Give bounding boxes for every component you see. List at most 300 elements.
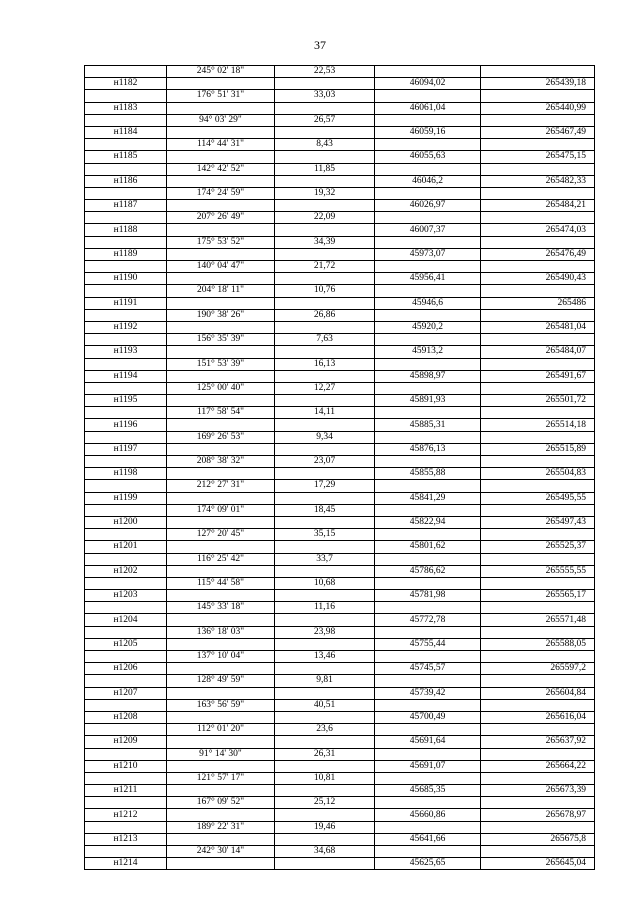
- empty-cell: [481, 407, 595, 419]
- point-name-cell: н1199: [85, 492, 167, 504]
- y-coordinate-cell: 265484,07: [481, 346, 595, 358]
- empty-cell: [375, 163, 481, 175]
- empty-cell: [275, 395, 375, 407]
- direction-angle-cell: 204° 18' 11": [167, 285, 275, 297]
- direction-angle-cell: 142° 42' 52": [167, 163, 275, 175]
- x-coordinate-cell: 45700,49: [375, 711, 481, 723]
- point-row: [85, 565, 595, 577]
- point-name-cell: н1185: [85, 151, 167, 163]
- distance-cell: 26,86: [275, 309, 375, 321]
- x-coordinate-cell: 45660,86: [375, 809, 481, 821]
- direction-angle-cell: 117° 58' 54": [167, 407, 275, 419]
- distance-cell: 23,98: [275, 626, 375, 638]
- direction-angle-cell: 116° 25' 42": [167, 553, 275, 565]
- measurement-row: [85, 139, 595, 151]
- empty-cell: [275, 224, 375, 236]
- y-coordinate-cell: 265616,04: [481, 711, 595, 723]
- x-coordinate-cell: 45973,07: [375, 248, 481, 260]
- direction-angle-cell: 207° 26' 49": [167, 212, 275, 224]
- point-name-cell: н1188: [85, 224, 167, 236]
- empty-cell: [275, 468, 375, 480]
- point-row: [85, 151, 595, 163]
- direction-angle-cell: 121° 57' 17": [167, 772, 275, 784]
- empty-cell: [481, 675, 595, 687]
- empty-cell: [275, 760, 375, 772]
- empty-cell: [481, 334, 595, 346]
- empty-cell: [275, 711, 375, 723]
- empty-cell: [85, 797, 167, 809]
- point-row: [85, 224, 595, 236]
- y-coordinate-cell: 265514,18: [481, 419, 595, 431]
- empty-cell: [375, 846, 481, 858]
- y-coordinate-cell: 265571,48: [481, 614, 595, 626]
- point-name-cell: н1195: [85, 395, 167, 407]
- empty-cell: [375, 309, 481, 321]
- point-name-cell: н1196: [85, 419, 167, 431]
- measurement-row: [85, 285, 595, 297]
- direction-angle-cell: 174° 09' 01": [167, 504, 275, 516]
- point-row: [85, 663, 595, 675]
- x-coordinate-cell: 46026,97: [375, 200, 481, 212]
- empty-cell: [481, 163, 595, 175]
- direction-angle-cell: 115° 44' 58": [167, 577, 275, 589]
- distance-cell: 40,51: [275, 699, 375, 711]
- distance-cell: 16,13: [275, 358, 375, 370]
- empty-cell: [167, 565, 275, 577]
- empty-cell: [275, 248, 375, 260]
- y-coordinate-cell: 265475,15: [481, 151, 595, 163]
- distance-cell: 35,15: [275, 529, 375, 541]
- x-coordinate-cell: 45801,62: [375, 541, 481, 553]
- direction-angle-cell: 163° 56' 59": [167, 699, 275, 711]
- empty-cell: [275, 614, 375, 626]
- empty-cell: [481, 212, 595, 224]
- distance-cell: 33,7: [275, 553, 375, 565]
- y-coordinate-cell: 265495,55: [481, 492, 595, 504]
- empty-cell: [275, 370, 375, 382]
- empty-cell: [167, 224, 275, 236]
- direction-angle-cell: 174° 24' 59": [167, 187, 275, 199]
- point-name-cell: н1184: [85, 126, 167, 138]
- x-coordinate-cell: 45691,64: [375, 736, 481, 748]
- empty-cell: [375, 456, 481, 468]
- empty-cell: [375, 139, 481, 151]
- empty-cell: [167, 809, 275, 821]
- empty-cell: [481, 846, 595, 858]
- measurement-row: [85, 114, 595, 126]
- empty-cell: [375, 602, 481, 614]
- empty-cell: [275, 102, 375, 114]
- empty-cell: [375, 529, 481, 541]
- x-coordinate-cell: 45691,07: [375, 760, 481, 772]
- empty-cell: [375, 797, 481, 809]
- distance-cell: 10,81: [275, 772, 375, 784]
- distance-cell: 10,76: [275, 285, 375, 297]
- empty-cell: [481, 626, 595, 638]
- empty-cell: [481, 651, 595, 663]
- empty-cell: [481, 382, 595, 394]
- empty-cell: [275, 443, 375, 455]
- empty-cell: [167, 590, 275, 602]
- x-coordinate-cell: 45786,62: [375, 565, 481, 577]
- direction-angle-cell: 127° 20' 45": [167, 529, 275, 541]
- point-name-cell: н1202: [85, 565, 167, 577]
- y-coordinate-cell: 265673,39: [481, 785, 595, 797]
- empty-cell: [167, 638, 275, 650]
- empty-cell: [375, 480, 481, 492]
- point-row: [85, 102, 595, 114]
- empty-cell: [481, 90, 595, 102]
- y-coordinate-cell: 265678,97: [481, 809, 595, 821]
- point-name-cell: н1203: [85, 590, 167, 602]
- empty-cell: [275, 321, 375, 333]
- empty-cell: [167, 663, 275, 675]
- measurement-row: [85, 504, 595, 516]
- empty-cell: [85, 821, 167, 833]
- empty-cell: [167, 419, 275, 431]
- direction-angle-cell: 137° 10' 04": [167, 651, 275, 663]
- y-coordinate-cell: 265645,04: [481, 858, 595, 870]
- direction-angle-cell: 91° 14' 30": [167, 748, 275, 760]
- empty-cell: [375, 626, 481, 638]
- measurement-row: [85, 651, 595, 663]
- measurement-row: [85, 748, 595, 760]
- empty-cell: [375, 651, 481, 663]
- empty-cell: [481, 577, 595, 589]
- direction-angle-cell: 125° 00' 40": [167, 382, 275, 394]
- point-row: [85, 248, 595, 260]
- distance-cell: 19,46: [275, 821, 375, 833]
- point-row: [85, 175, 595, 187]
- distance-cell: 19,32: [275, 187, 375, 199]
- measurement-row: [85, 187, 595, 199]
- point-name-cell: н1210: [85, 760, 167, 772]
- empty-cell: [167, 858, 275, 870]
- empty-cell: [481, 529, 595, 541]
- measurement-row: [85, 212, 595, 224]
- empty-cell: [481, 748, 595, 760]
- point-row: [85, 126, 595, 138]
- point-row: [85, 809, 595, 821]
- empty-cell: [167, 370, 275, 382]
- empty-cell: [85, 358, 167, 370]
- empty-cell: [167, 541, 275, 553]
- empty-cell: [275, 541, 375, 553]
- empty-cell: [85, 724, 167, 736]
- x-coordinate-cell: 45685,35: [375, 785, 481, 797]
- empty-cell: [167, 200, 275, 212]
- empty-cell: [375, 285, 481, 297]
- y-coordinate-cell: 265664,22: [481, 760, 595, 772]
- empty-cell: [85, 407, 167, 419]
- empty-cell: [375, 699, 481, 711]
- empty-cell: [85, 602, 167, 614]
- empty-cell: [275, 516, 375, 528]
- direction-angle-cell: 212° 27' 31": [167, 480, 275, 492]
- empty-cell: [375, 553, 481, 565]
- point-row: [85, 78, 595, 90]
- x-coordinate-cell: 45920,2: [375, 321, 481, 333]
- distance-cell: 23,07: [275, 456, 375, 468]
- direction-angle-cell: 128° 49' 59": [167, 675, 275, 687]
- empty-cell: [167, 273, 275, 285]
- measurement-row: [85, 358, 595, 370]
- point-row: [85, 516, 595, 528]
- empty-cell: [481, 431, 595, 443]
- x-coordinate-cell: 45876,13: [375, 443, 481, 455]
- measurement-row: [85, 66, 595, 78]
- empty-cell: [275, 833, 375, 845]
- y-coordinate-cell: 265588,05: [481, 638, 595, 650]
- empty-cell: [85, 236, 167, 248]
- x-coordinate-cell: 45772,78: [375, 614, 481, 626]
- distance-cell: 33,03: [275, 90, 375, 102]
- point-row: [85, 492, 595, 504]
- x-coordinate-cell: 46007,37: [375, 224, 481, 236]
- y-coordinate-cell: 265476,49: [481, 248, 595, 260]
- empty-cell: [167, 175, 275, 187]
- empty-cell: [275, 419, 375, 431]
- x-coordinate-cell: 46061,04: [375, 102, 481, 114]
- empty-cell: [275, 200, 375, 212]
- point-name-cell: н1182: [85, 78, 167, 90]
- empty-cell: [167, 833, 275, 845]
- empty-cell: [481, 358, 595, 370]
- empty-cell: [481, 504, 595, 516]
- x-coordinate-cell: 45956,41: [375, 273, 481, 285]
- empty-cell: [375, 236, 481, 248]
- point-row: [85, 833, 595, 845]
- measurement-row: [85, 163, 595, 175]
- empty-cell: [481, 309, 595, 321]
- point-row: [85, 541, 595, 553]
- point-name-cell: н1191: [85, 297, 167, 309]
- measurement-row: [85, 821, 595, 833]
- distance-cell: 34,68: [275, 846, 375, 858]
- x-coordinate-cell: 45946,6: [375, 297, 481, 309]
- empty-cell: [275, 809, 375, 821]
- measurement-row: [85, 382, 595, 394]
- measurement-row: [85, 577, 595, 589]
- point-name-cell: н1189: [85, 248, 167, 260]
- empty-cell: [85, 114, 167, 126]
- empty-cell: [275, 638, 375, 650]
- empty-cell: [481, 139, 595, 151]
- empty-cell: [375, 821, 481, 833]
- empty-cell: [481, 114, 595, 126]
- measurement-row: [85, 309, 595, 321]
- empty-cell: [375, 261, 481, 273]
- measurement-row: [85, 407, 595, 419]
- measurement-row: [85, 480, 595, 492]
- point-name-cell: н1190: [85, 273, 167, 285]
- point-name-cell: н1204: [85, 614, 167, 626]
- y-coordinate-cell: 265497,43: [481, 516, 595, 528]
- direction-angle-cell: 245° 02' 18": [167, 66, 275, 78]
- empty-cell: [275, 785, 375, 797]
- empty-cell: [375, 577, 481, 589]
- y-coordinate-cell: 265490,43: [481, 273, 595, 285]
- empty-cell: [85, 66, 167, 78]
- x-coordinate-cell: 46046,2: [375, 175, 481, 187]
- y-coordinate-cell: 265501,72: [481, 395, 595, 407]
- empty-cell: [275, 151, 375, 163]
- y-coordinate-cell: 265482,33: [481, 175, 595, 187]
- empty-cell: [85, 846, 167, 858]
- point-name-cell: н1208: [85, 711, 167, 723]
- empty-cell: [85, 334, 167, 346]
- point-row: [85, 711, 595, 723]
- distance-cell: 9,34: [275, 431, 375, 443]
- x-coordinate-cell: 45755,44: [375, 638, 481, 650]
- y-coordinate-cell: 265440,99: [481, 102, 595, 114]
- y-coordinate-cell: 265481,04: [481, 321, 595, 333]
- direction-angle-cell: 145° 33' 18": [167, 602, 275, 614]
- empty-cell: [481, 456, 595, 468]
- distance-cell: 18,45: [275, 504, 375, 516]
- distance-cell: 12,27: [275, 382, 375, 394]
- y-coordinate-cell: 265491,67: [481, 370, 595, 382]
- empty-cell: [85, 504, 167, 516]
- empty-cell: [375, 334, 481, 346]
- direction-angle-cell: 242° 30' 14": [167, 846, 275, 858]
- point-row: [85, 200, 595, 212]
- measurement-row: [85, 261, 595, 273]
- empty-cell: [85, 626, 167, 638]
- measurement-row: [85, 90, 595, 102]
- point-name-cell: н1214: [85, 858, 167, 870]
- empty-cell: [167, 395, 275, 407]
- x-coordinate-cell: 45739,42: [375, 687, 481, 699]
- empty-cell: [85, 261, 167, 273]
- empty-cell: [85, 577, 167, 589]
- empty-cell: [167, 736, 275, 748]
- empty-cell: [85, 699, 167, 711]
- empty-cell: [167, 297, 275, 309]
- empty-cell: [375, 407, 481, 419]
- empty-cell: [85, 748, 167, 760]
- direction-angle-cell: 151° 53' 39": [167, 358, 275, 370]
- empty-cell: [167, 321, 275, 333]
- y-coordinate-cell: 265604,84: [481, 687, 595, 699]
- point-name-cell: н1213: [85, 833, 167, 845]
- x-coordinate-cell: 45822,94: [375, 516, 481, 528]
- x-coordinate-cell: 46055,63: [375, 151, 481, 163]
- empty-cell: [375, 66, 481, 78]
- empty-cell: [275, 687, 375, 699]
- measurement-row: [85, 431, 595, 443]
- direction-angle-cell: 189° 22' 31": [167, 821, 275, 833]
- empty-cell: [85, 529, 167, 541]
- direction-angle-cell: 140° 04' 47": [167, 261, 275, 273]
- empty-cell: [167, 78, 275, 90]
- empty-cell: [275, 663, 375, 675]
- y-coordinate-cell: 265675,8: [481, 833, 595, 845]
- measurement-row: [85, 797, 595, 809]
- empty-cell: [481, 797, 595, 809]
- empty-cell: [275, 858, 375, 870]
- empty-cell: [85, 772, 167, 784]
- y-coordinate-cell: 265486: [481, 297, 595, 309]
- point-name-cell: н1192: [85, 321, 167, 333]
- direction-angle-cell: 94° 03' 29": [167, 114, 275, 126]
- y-coordinate-cell: 265597,2: [481, 663, 595, 675]
- distance-cell: 9,81: [275, 675, 375, 687]
- point-name-cell: н1183: [85, 102, 167, 114]
- point-row: [85, 614, 595, 626]
- distance-cell: 34,39: [275, 236, 375, 248]
- empty-cell: [481, 285, 595, 297]
- empty-cell: [167, 126, 275, 138]
- empty-cell: [167, 248, 275, 260]
- empty-cell: [85, 431, 167, 443]
- distance-cell: 26,57: [275, 114, 375, 126]
- direction-angle-cell: 167° 09' 52": [167, 797, 275, 809]
- direction-angle-cell: 169° 26' 53": [167, 431, 275, 443]
- empty-cell: [167, 785, 275, 797]
- empty-cell: [275, 297, 375, 309]
- measurement-row: [85, 334, 595, 346]
- distance-cell: 10,68: [275, 577, 375, 589]
- empty-cell: [275, 126, 375, 138]
- empty-cell: [167, 443, 275, 455]
- empty-cell: [275, 736, 375, 748]
- empty-cell: [375, 212, 481, 224]
- direction-angle-cell: 208° 38' 32": [167, 456, 275, 468]
- distance-cell: 13,46: [275, 651, 375, 663]
- empty-cell: [167, 614, 275, 626]
- empty-cell: [275, 565, 375, 577]
- y-coordinate-cell: 265555,55: [481, 565, 595, 577]
- empty-cell: [275, 273, 375, 285]
- point-row: [85, 760, 595, 772]
- empty-cell: [375, 772, 481, 784]
- y-coordinate-cell: 265439,18: [481, 78, 595, 90]
- coordinates-table-body: [85, 66, 595, 870]
- point-row: [85, 687, 595, 699]
- empty-cell: [481, 699, 595, 711]
- point-name-cell: н1201: [85, 541, 167, 553]
- y-coordinate-cell: 265484,21: [481, 200, 595, 212]
- distance-cell: 17,29: [275, 480, 375, 492]
- empty-cell: [85, 139, 167, 151]
- measurement-row: [85, 529, 595, 541]
- y-coordinate-cell: 265504,83: [481, 468, 595, 480]
- point-row: [85, 395, 595, 407]
- empty-cell: [481, 821, 595, 833]
- empty-cell: [481, 236, 595, 248]
- coordinates-table: [84, 65, 595, 870]
- empty-cell: [275, 175, 375, 187]
- measurement-row: [85, 602, 595, 614]
- x-coordinate-cell: 45781,98: [375, 590, 481, 602]
- point-name-cell: н1193: [85, 346, 167, 358]
- point-row: [85, 590, 595, 602]
- point-row: [85, 273, 595, 285]
- y-coordinate-cell: 265525,37: [481, 541, 595, 553]
- x-coordinate-cell: 45855,88: [375, 468, 481, 480]
- direction-angle-cell: 114° 44' 31": [167, 139, 275, 151]
- empty-cell: [85, 382, 167, 394]
- empty-cell: [375, 748, 481, 760]
- x-coordinate-cell: 46094,02: [375, 78, 481, 90]
- y-coordinate-cell: 265474,03: [481, 224, 595, 236]
- empty-cell: [481, 66, 595, 78]
- empty-cell: [375, 675, 481, 687]
- point-name-cell: н1212: [85, 809, 167, 821]
- y-coordinate-cell: 265467,49: [481, 126, 595, 138]
- point-name-cell: н1198: [85, 468, 167, 480]
